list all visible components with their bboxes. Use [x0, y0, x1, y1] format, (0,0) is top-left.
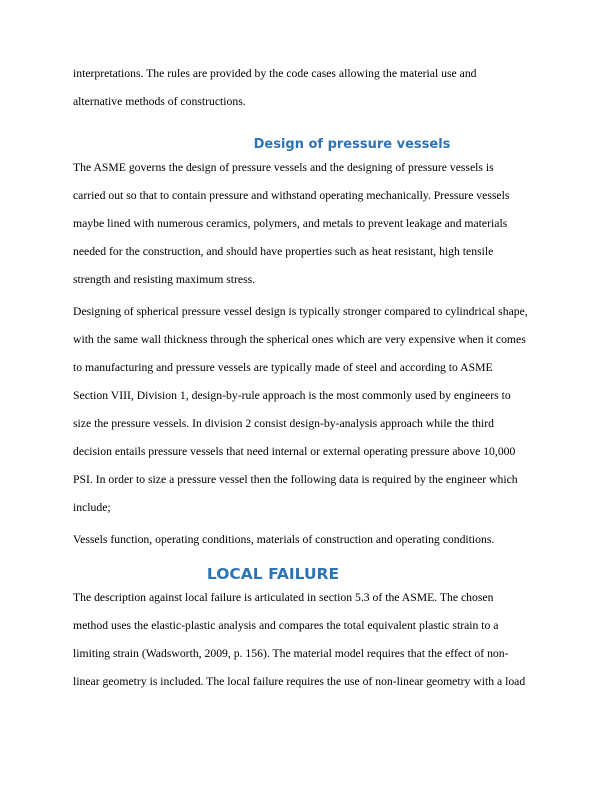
text-line: size the pressure vessels. In division 2 consist design-by-analysis approach while the third — [73, 417, 494, 430]
section-heading-design: Design of pressure vessels — [253, 137, 451, 152]
text-line: include; — [73, 501, 111, 514]
text-line: Section VIII, Division 1, design-by-rule approach is the most commonly used by engineers to — [73, 389, 511, 402]
text-line: carried out so that to contain pressure and withstand operating mechanically. Pressure vessels — [73, 189, 510, 202]
design-paragraph-1 — [73, 154, 543, 294]
text-line: limiting strain (Wadsworth, 2009, p. 156). The material model requires that the effect of non- — [73, 647, 509, 660]
text-line: Vessels function, operating conditions, materials of construction and operating conditions. — [73, 533, 495, 546]
local-failure-paragraph — [73, 584, 543, 696]
text-line: The description against local failure is articulated in section 5.3 of the ASME. The chosen — [73, 591, 494, 604]
text-line: linear geometry is included. The local failure requires the use of non-linear geometry with a load — [73, 675, 526, 688]
text-line: The ASME governs the design of pressure vessels and the designing of pressure vessels is — [73, 161, 494, 174]
text-line: Designing of spherical pressure vessel design is typically stronger compared to cylindrical shape, — [73, 305, 528, 318]
section-heading-local-failure: LOCAL FAILURE — [206, 565, 340, 583]
text-line: decision entails pressure vessels that need internal or external operating pressure above 10,000 — [73, 445, 516, 458]
text-line: interpretations. The rules are provided by the code cases allowing the material use and — [73, 67, 477, 80]
text-line: method uses the elastic-plastic analysis and compares the total equivalent plastic strain to a — [73, 619, 499, 632]
text-line: alternative methods of constructions. — [73, 95, 246, 108]
text-line: PSI. In order to size a pressure vessel then the following data is required by the engineer which — [73, 473, 518, 486]
text-line: to manufacturing and pressure vessels are typically made of steel and according to ASME — [73, 361, 493, 374]
intro-paragraph — [73, 60, 543, 116]
text-line: strength and resisting maximum stress. — [73, 273, 256, 286]
page-content — [73, 60, 543, 696]
text-line: with the same wall thickness through the spherical ones which are very expensive when it comes — [73, 333, 526, 346]
design-paragraph-2 — [73, 298, 543, 522]
design-paragraph-3 — [73, 526, 543, 554]
text-line: needed for the construction, and should have properties such as heat resistant, high tensile — [73, 245, 494, 258]
text-line: maybe lined with numerous ceramics, polymers, and metals to prevent leakage and materials — [73, 217, 508, 230]
